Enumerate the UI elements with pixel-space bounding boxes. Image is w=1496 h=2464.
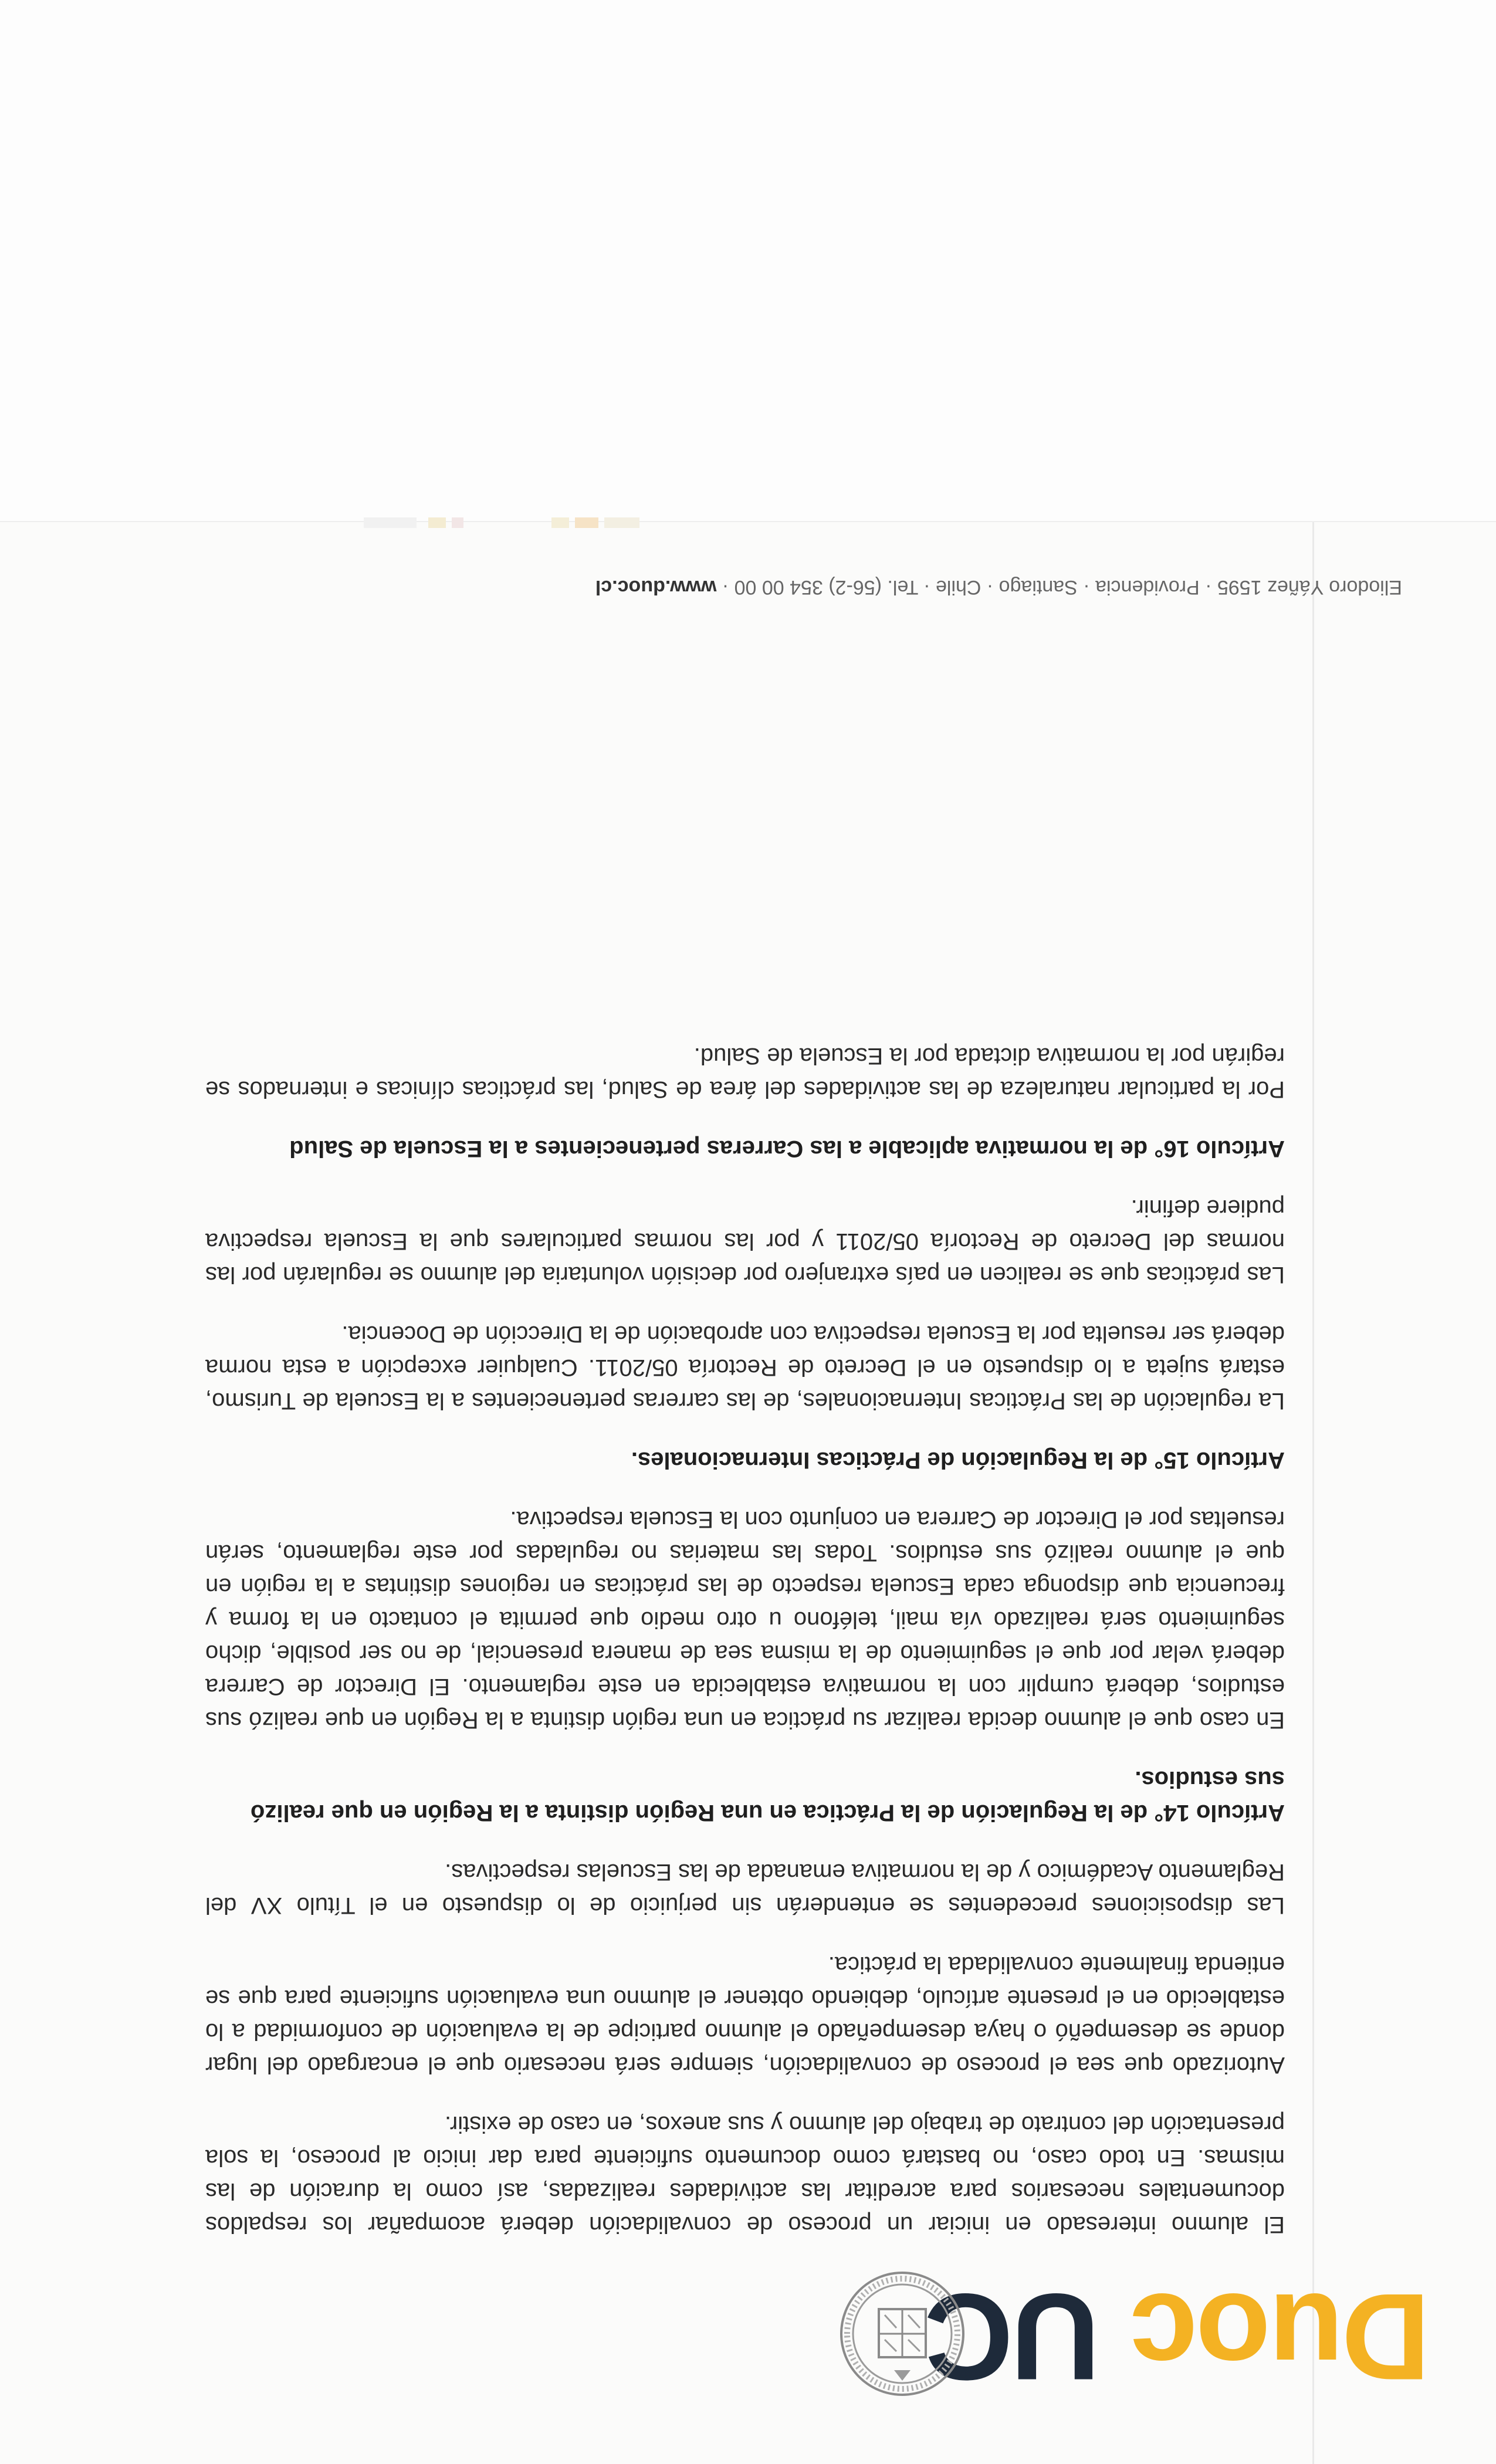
logo-duoc: Duoc: [1132, 2268, 1430, 2406]
page-edge-marks: [334, 515, 639, 530]
article-16-paragraph-1: Por la particular naturaleza de las actividades del área de Salud, las prácticas clínicas e internados se regirán por la normativa dictada por la Escuela de Salud.: [205, 1043, 1285, 1102]
document-body: [205, 1013, 1285, 2241]
article-14-heading: Artículo 14° de la Regulación de la Práctica en una Región distinta a la Región en que realizó sus estudios.: [250, 1766, 1285, 1826]
university-seal-icon: [838, 2269, 967, 2398]
footer-website: www.duoc.cl: [595, 576, 717, 598]
paragraph-2: Autorizado que sea el proceso de convalidación, siempre será necesario que el encargado del lugar donde se desempeñó o haya desempeñado el alumno participe de la evaluación de conformidad a lo establecido en el presente artículo, debiendo obtener el alumno una evaluación suficiente para que se entienda finalmente convalidada la práctica.: [205, 1952, 1285, 2078]
footer-address: Eliodoro Yáñez 1595 · Providencia · Santiago · Chile · Tel. (56-2) 354 00 00 ·: [716, 576, 1402, 598]
logo-uc: UC: [926, 2268, 1100, 2406]
logo-wordmark: [926, 2263, 1430, 2410]
document-page: [0, 521, 1496, 2464]
article-14-paragraph-1: En caso que el alumno decida realizar su práctica en una región distinta a la Región en que realizó sus estudios, deberá cumplir con la normativa establecida en este reglamento. El Director de Carrera deberá velar por que el seguimiento de la misma sea de manera presencial, de no ser posible, dicho seguimiento será realizado vía mail, teléfono u otro medio que permita el contacto en la forma y frecuencia que disponga cada Escuela respecto de las prácticas en regiones distintas a la región en que el alumno realizó sus estudios. Todas las materias no reguladas por este reglamento, serán resueltas por el Director de Carrera en conjunto con la Escuela respectiva.: [205, 1507, 1285, 1733]
page-edge: [1312, 522, 1314, 2464]
paragraph-3: Las disposiciones precedentes se entenderán sin perjuicio de lo dispuesto en el Título XV del Reglamento Académico y de la normativa emanada de las Escuelas respectivas.: [205, 1859, 1285, 1918]
article-16-heading: Artículo 16° de la normativa aplicable a las Carreras pertenecientes a la Escuela de Salud: [289, 1136, 1285, 1162]
article-15-paragraph-1: La regulación de las Prácticas Internacionales, de las carreras pertenecientes a la Escuela de Turismo, estará sujeta a lo dispuesto en el Decreto de Rectoría 05/2011. Cualquier excepción a esta norma deberá ser resuelta por la Escuela respectiva con aprobación de la Dirección de Docencia.: [205, 1321, 1285, 1414]
page-footer: [581, 576, 1402, 598]
article-15-heading: Artículo 15° de la Regulación de Prácticas Internacionales.: [631, 1447, 1285, 1473]
duoc-uc-logo: [832, 2263, 1430, 2410]
article-15-paragraph-2: Las prácticas que se realicen en país extranjero por decisión voluntaria del alumno se regularán por las normas del Decreto de Rectoría 05/2011 y por las normas particulares que la Escuela respectiva pudiere definir.: [205, 1195, 1285, 1288]
paragraph-1: El alumno interesado en iniciar un proceso de convalidación deberá acompañar los respaldos documentales necesarios para acreditar las actividades realizadas, así como la duración de las mismas. En todo caso, no bastará como documento suficiente para dar inicio al proceso, la sola presentación del contrato de trabajo del alumno y sus anexos, en caso de existir.: [205, 2111, 1285, 2238]
